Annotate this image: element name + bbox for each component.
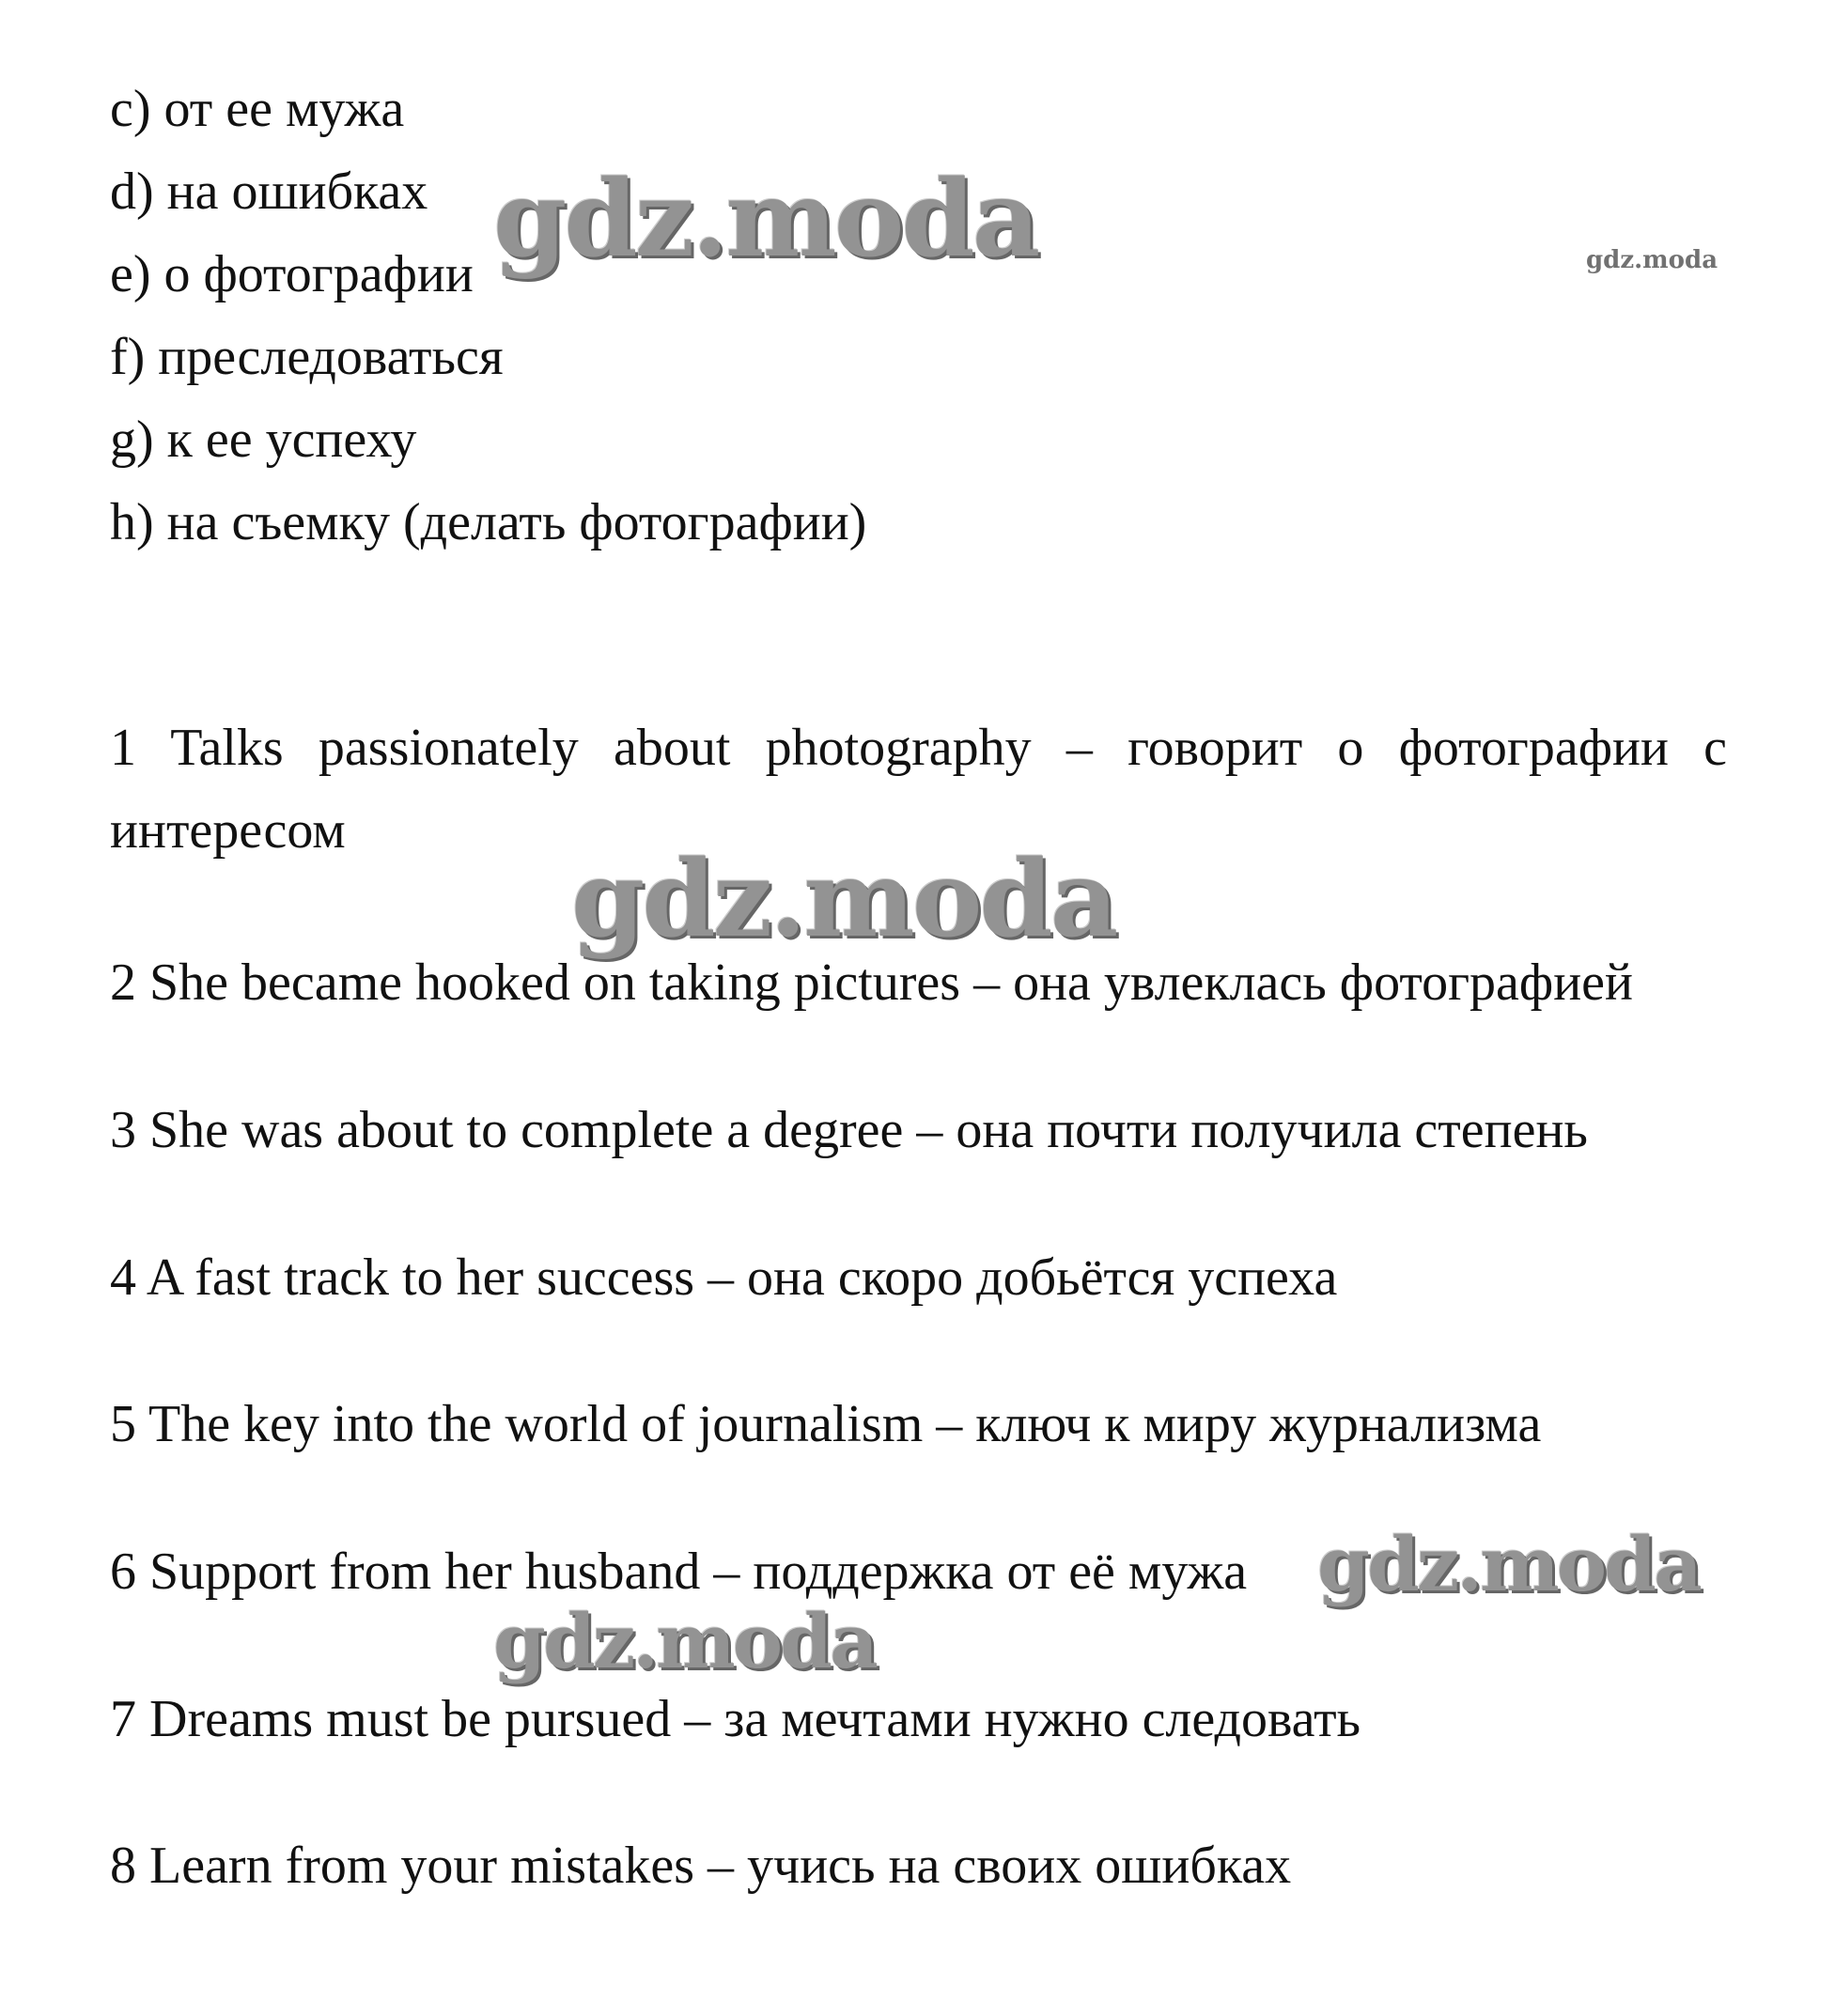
watermark-small: gdz.moda xyxy=(1586,246,1718,274)
option-h: h) на съемку (делать фотографии) xyxy=(110,493,867,551)
option-g: g) к ее успеху xyxy=(110,411,417,469)
answer-7: 7 Dreams must be pursued – за мечтами нужно следовать xyxy=(110,1690,1361,1748)
option-c: c) от ее мужа xyxy=(110,80,405,138)
answer-4: 4 A fast track to her success – она скоро добьётся успеха xyxy=(110,1248,1338,1307)
answer-2: 2 She became hooked on taking pictures – она увлеклась фотографией xyxy=(110,954,1633,1012)
answer-1: 1 Talks passionately about photography – говорит о фотографии с интересом xyxy=(110,719,1727,860)
answer-6: 6 Support from her husband – поддержка от её мужа xyxy=(110,1543,1248,1601)
option-e: e) о фотографии xyxy=(110,245,474,303)
answer-5: 5 The key into the world of journalism – ключ к миру журнализма xyxy=(110,1395,1542,1453)
answer-3: 3 She was about to complete a degree – она почти получила степень xyxy=(110,1101,1588,1159)
watermark: gdz.moda xyxy=(571,838,1116,961)
watermark: gdz.moda xyxy=(1317,1520,1700,1608)
option-d: d) на ошибках xyxy=(110,163,428,221)
answer-8: 8 Learn from your mistakes – учись на своих ошибках xyxy=(110,1837,1292,1895)
watermark: gdz.moda xyxy=(493,158,1038,281)
option-f: f) преследоваться xyxy=(110,328,504,386)
watermark: gdz.moda xyxy=(493,1597,876,1685)
